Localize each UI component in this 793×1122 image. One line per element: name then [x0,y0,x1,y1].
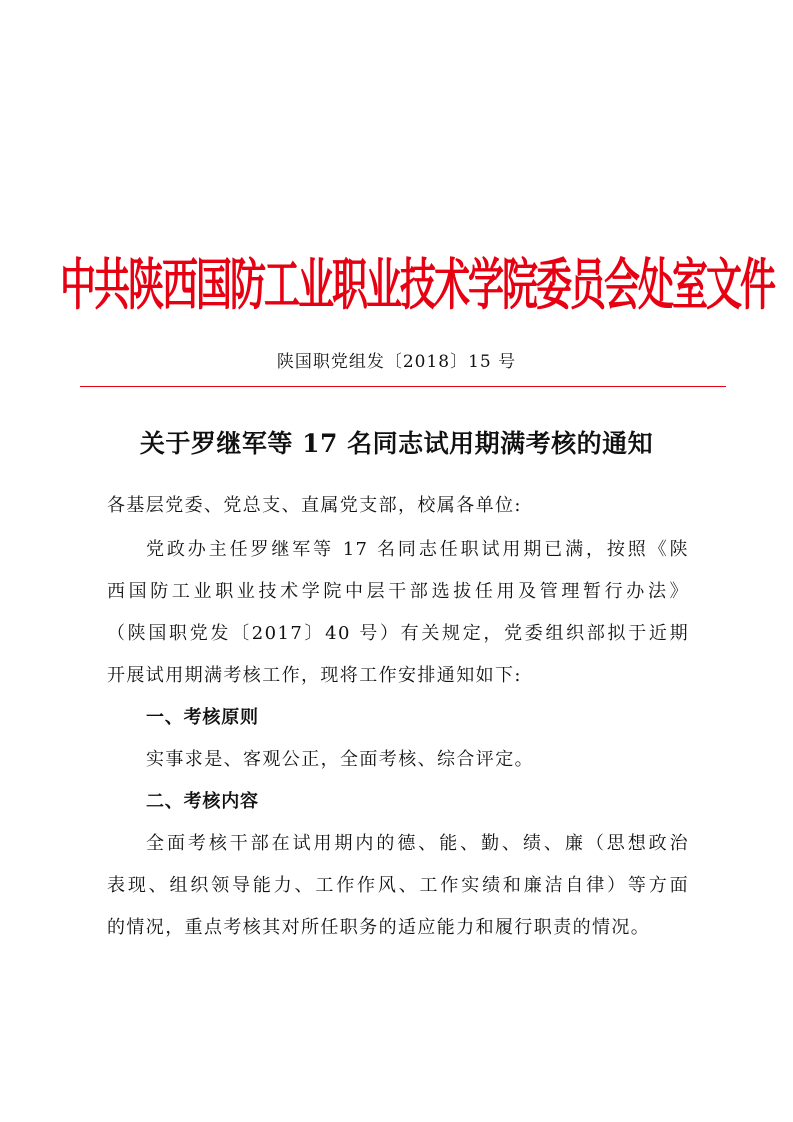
section2-text: 表现、组织领导能力、工作作风、工作实绩和廉洁自律）等方面 [107,875,689,896]
document-number: 陕国职党组发〔2018〕15 号 [276,352,517,372]
section2-text: 的情况，重点考核其对所任职务的适应能力和履行职责的情况。 [107,917,651,938]
intro-line: 党政办主任罗继军等 17 名同志任职试用期已满，按照《陕 [146,539,689,560]
intro-line: 西国防工业职业技术学院中层干部选拔任用及管理暂行办法》 [107,581,689,602]
section2-heading: 二、考核内容 [146,791,259,812]
intro-line: 开展试用期满考核工作，现将工作安排通知如下: [107,665,522,686]
document-title: 关于罗继军等 17 名同志试用期满考核的通知 [139,429,654,458]
intro-line: （陕国职党发〔2017〕40 号）有关规定，党委组织部拟于近期 [107,623,689,644]
addressee-line: 各基层党委、党总支、直属党支部，校属各单位: [107,495,522,516]
red-divider-line [80,386,726,387]
section1-heading: 一、考核原则 [146,707,259,728]
section1-text: 实事求是、客观公正，全面考核、综合评定。 [146,749,534,770]
section2-text: 全面考核干部在试用期内的德、能、勤、绩、廉（思想政治 [146,833,689,854]
red-header-title: 中共陕西国防工业职业技术学院委员会处室文件 [60,254,775,318]
